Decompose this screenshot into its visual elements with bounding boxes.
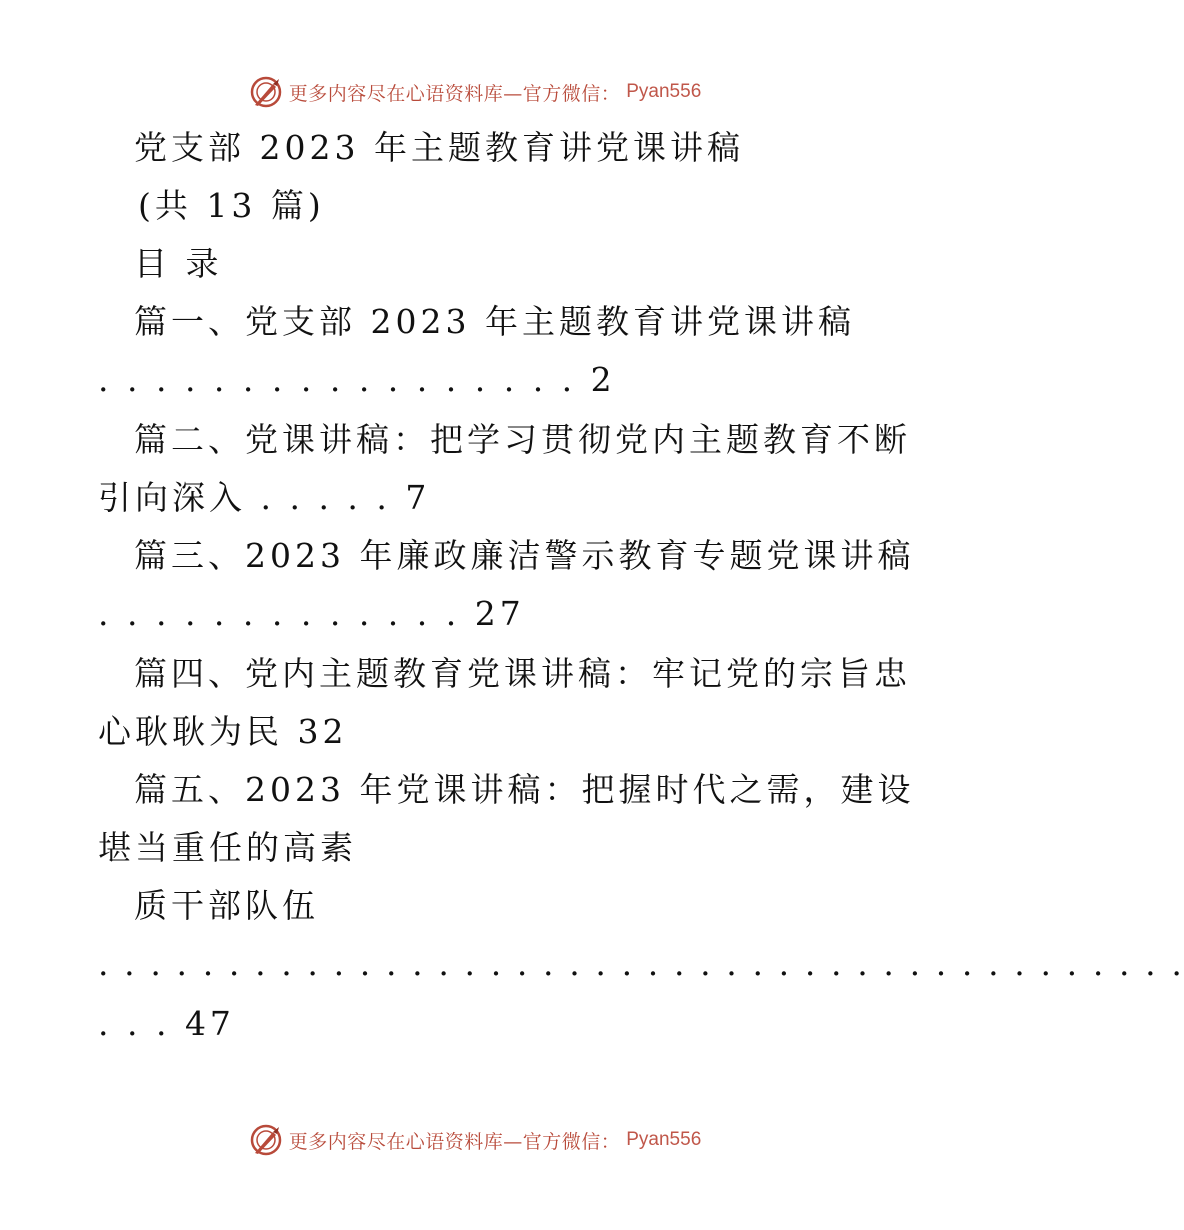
- toc-heading: 目 录: [134, 244, 223, 283]
- watermark-text: 更多内容尽在心语资料库—官方微信：: [288, 1130, 621, 1153]
- footer-watermark: [0, 1120, 950, 1160]
- document-count: (共 13 篇): [138, 186, 325, 225]
- toc-entry-5-title: 篇五、2023 年党课讲稿：把握时代之需，建设: [134, 770, 915, 809]
- toc-entry-1-page: . . . . . . . . . . . . . . . . . 2: [98, 360, 616, 399]
- toc-entry-4-title: 篇四、党内主题教育党课讲稿：牢记党的宗旨忠: [134, 654, 911, 693]
- toc-entry-3-page: . . . . . . . . . . . . . 27: [98, 594, 525, 633]
- toc-entry-5-page: . . . 47: [98, 1004, 235, 1043]
- quill-logo-icon: [249, 75, 283, 109]
- toc-entry-1-title: 篇一、党支部 2023 年主题教育讲党课讲稿: [134, 302, 855, 341]
- document-title: 党支部 2023 年主题教育讲党课讲稿: [134, 128, 744, 167]
- quill-logo-icon: [249, 1123, 283, 1157]
- toc-entry-2-title: 篇二、党课讲稿：把学习贯彻党内主题教育不断: [134, 420, 911, 459]
- toc-entry-5-continued: 堪当重任的高素: [98, 828, 357, 867]
- watermark-text: 更多内容尽在心语资料库—官方微信：: [288, 82, 621, 105]
- toc-entry-5-leader: . . . . . . . . . . . . . . . . . . . . . . . . . . . . . . . . . . . . . . . . . .: [98, 944, 1184, 983]
- watermark-account: Pyan556: [626, 81, 702, 102]
- toc-entry-2-page: 引向深入 . . . . . 7: [98, 478, 431, 517]
- header-watermark: [0, 72, 950, 112]
- toc-entry-4-page: 心耿耿为民 32: [98, 712, 348, 751]
- watermark-account: Pyan556: [626, 1129, 702, 1150]
- toc-entry-5-continued-2: 质干部队伍: [134, 886, 319, 925]
- toc-entry-3-title: 篇三、2023 年廉政廉洁警示教育专题党课讲稿: [134, 536, 915, 575]
